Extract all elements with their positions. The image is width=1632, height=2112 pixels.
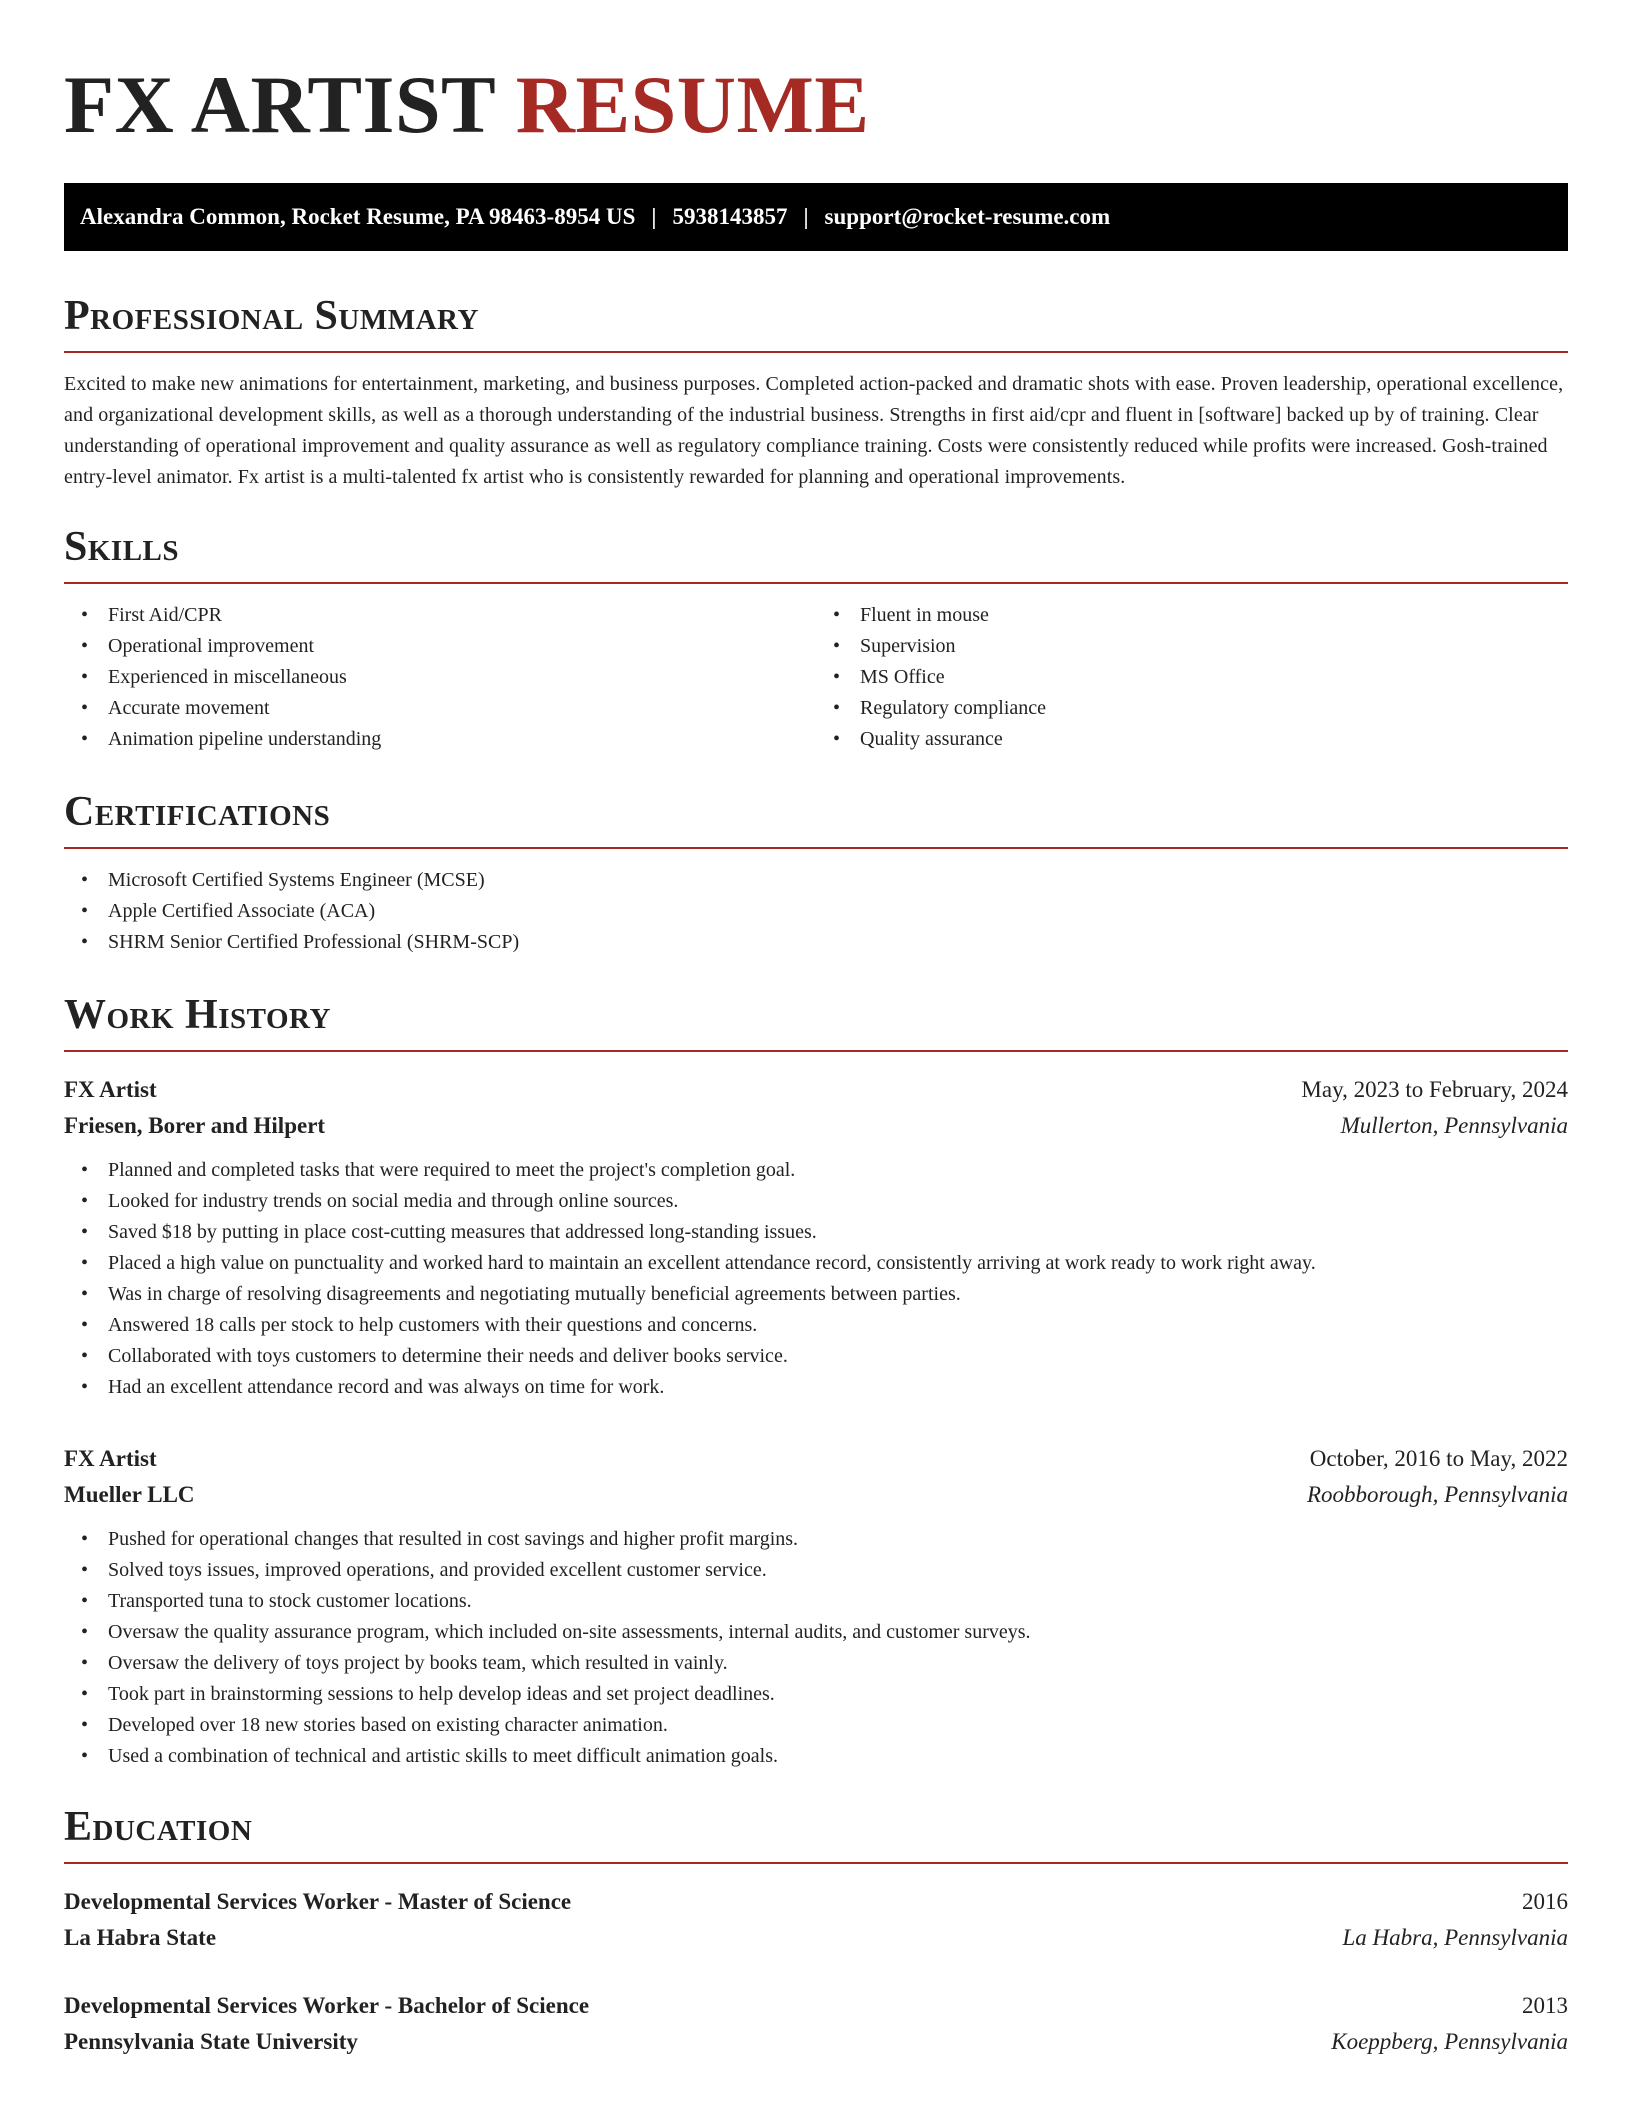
job-title-row (64, 1072, 1568, 1108)
skill-item: • Supervision (816, 631, 1568, 662)
education-location: Koeppberg, Pennsylvania (1331, 2029, 1568, 2054)
skill-item: • MS Office (816, 662, 1568, 693)
job-dates: October, 2016 to May, 2022 (1309, 1446, 1568, 1471)
job-bullet: • Planned and completed tasks that were required to meet the project's completion goal. (64, 1155, 1568, 1186)
contact-address: Alexandra Common, Rocket Resume, PA 98463-8954 US (80, 204, 636, 229)
title-accent: RESUME (515, 59, 870, 150)
resume-title (64, 56, 1568, 150)
contact-separator: | (803, 204, 809, 229)
skill-item: • First Aid/CPR (64, 600, 816, 631)
job-bullet: • Saved $18 by putting in place cost-cutting measures that addressed long-standing issues. (64, 1217, 1568, 1248)
education-entry (64, 1884, 1568, 1956)
job-bullet: • Had an excellent attendance record and was always on time for work. (64, 1372, 1568, 1403)
contact-phone[interactable]: 5938143857 (672, 204, 788, 229)
work-history-section (64, 994, 1568, 1772)
job-location: Mullerton, Pennsylvania (1340, 1113, 1568, 1138)
education-location: La Habra, Pennsylvania (1342, 1925, 1568, 1950)
job-entry (64, 1072, 1568, 1403)
education-degree: Developmental Services Worker - Bachelor of Science (64, 1993, 590, 2018)
skill-item: • Operational improvement (64, 631, 816, 662)
job-title: FX Artist (64, 1446, 157, 1471)
job-bullet: • Placed a high value on punctuality and worked hard to maintain an excellent attendance record, consistently arriving at work ready to work right away. (64, 1248, 1568, 1279)
education-school-row (64, 1920, 1568, 1956)
job-bullet: • Transported tuna to stock customer locations. (64, 1586, 1568, 1617)
contact-separator: | (651, 204, 657, 229)
skills-list-right (816, 600, 1568, 755)
job-bullets (64, 1155, 1568, 1403)
education-degree-row (64, 1988, 1568, 2024)
section-heading: Certifications (64, 791, 1568, 849)
certifications-list (64, 865, 1568, 958)
certification-item: • Apple Certified Associate (ACA) (64, 896, 1568, 927)
skill-item: • Animation pipeline understanding (64, 724, 816, 755)
job-title-row (64, 1441, 1568, 1477)
job-bullet: • Used a combination of technical and artistic skills to meet difficult animation goals. (64, 1741, 1568, 1772)
summary-text: Excited to make new animations for entertainment, marketing, and business purposes. Completed action-packed and dramatic shots with ease. Proven leadership, operational excellence, and organizational development skills, as well as a thorough understanding of the industrial business. Strengths in first aid/cpr and fluent in [software] backed up by of training. Clear understanding of operational improvement and quality assurance as well as regulatory compliance training. Costs were consistently reduced while profits were increased. Gosh-trained entry-level animator. Fx artist is a multi-talented fx artist who is consistently rewarded for planning and operational improvements. (64, 373, 1564, 488)
section-heading: Skills (64, 526, 1568, 584)
education-year: 2013 (1522, 1993, 1568, 2018)
education-school-row (64, 2024, 1568, 2060)
job-bullet: • Oversaw the delivery of toys project by books team, which resulted in vainly. (64, 1648, 1568, 1679)
job-bullet: • Was in charge of resolving disagreements and negotiating mutually beneficial agreements between parties. (64, 1279, 1568, 1310)
education-school: Pennsylvania State University (64, 2029, 358, 2054)
job-location: Roobborough, Pennsylvania (1306, 1482, 1568, 1507)
education-degree-row (64, 1884, 1568, 1920)
job-bullet: • Collaborated with toys customers to determine their needs and deliver books service. (64, 1341, 1568, 1372)
skill-item: • Experienced in miscellaneous (64, 662, 816, 693)
skill-item: • Quality assurance (816, 724, 1568, 755)
job-bullet: • Looked for industry trends on social media and through online sources. (64, 1186, 1568, 1217)
job-bullet: • Answered 18 calls per stock to help customers with their questions and concerns. (64, 1310, 1568, 1341)
skill-item: • Accurate movement (64, 693, 816, 724)
job-title: FX Artist (64, 1077, 157, 1102)
job-company: Friesen, Borer and Hilpert (64, 1113, 326, 1138)
job-bullets (64, 1524, 1568, 1772)
education-year: 2016 (1522, 1889, 1568, 1914)
job-bullet: • Developed over 18 new stories based on existing character animation. (64, 1710, 1568, 1741)
job-entry (64, 1441, 1568, 1772)
contact-bar (64, 183, 1568, 251)
certification-item: • SHRM Senior Certified Professional (SHRM-SCP) (64, 927, 1568, 958)
section-heading: Work History (64, 994, 1568, 1052)
education-section (64, 1806, 1568, 2060)
job-bullet: • Oversaw the quality assurance program, which included on-site assessments, internal audits, and customer surveys. (64, 1617, 1568, 1648)
education-school: La Habra State (64, 1925, 217, 1950)
job-dates: May, 2023 to February, 2024 (1301, 1077, 1568, 1102)
certification-item: • Microsoft Certified Systems Engineer (MCSE) (64, 865, 1568, 896)
title-main: FX ARTIST (64, 59, 495, 150)
job-bullet: • Pushed for operational changes that resulted in cost savings and higher profit margins. (64, 1524, 1568, 1555)
certifications-section (64, 791, 1568, 958)
education-entry (64, 1988, 1568, 2060)
section-heading: Professional Summary (64, 295, 1568, 353)
job-bullet: • Solved toys issues, improved operations, and provided excellent customer service. (64, 1555, 1568, 1586)
job-company-row (64, 1477, 1568, 1513)
job-bullet: • Took part in brainstorming sessions to help develop ideas and set project deadlines. (64, 1679, 1568, 1710)
skills-list-left (64, 600, 816, 755)
skills-columns (64, 600, 1568, 755)
skills-section (64, 526, 1568, 755)
section-heading: Education (64, 1806, 1568, 1864)
job-company-row (64, 1108, 1568, 1144)
contact-email[interactable]: support@rocket-resume.com (824, 204, 1111, 229)
skill-item: • Regulatory compliance (816, 693, 1568, 724)
summary-section (64, 295, 1568, 493)
skill-item: • Fluent in mouse (816, 600, 1568, 631)
job-company: Mueller LLC (64, 1482, 195, 1507)
education-degree: Developmental Services Worker - Master of Science (64, 1889, 572, 1914)
